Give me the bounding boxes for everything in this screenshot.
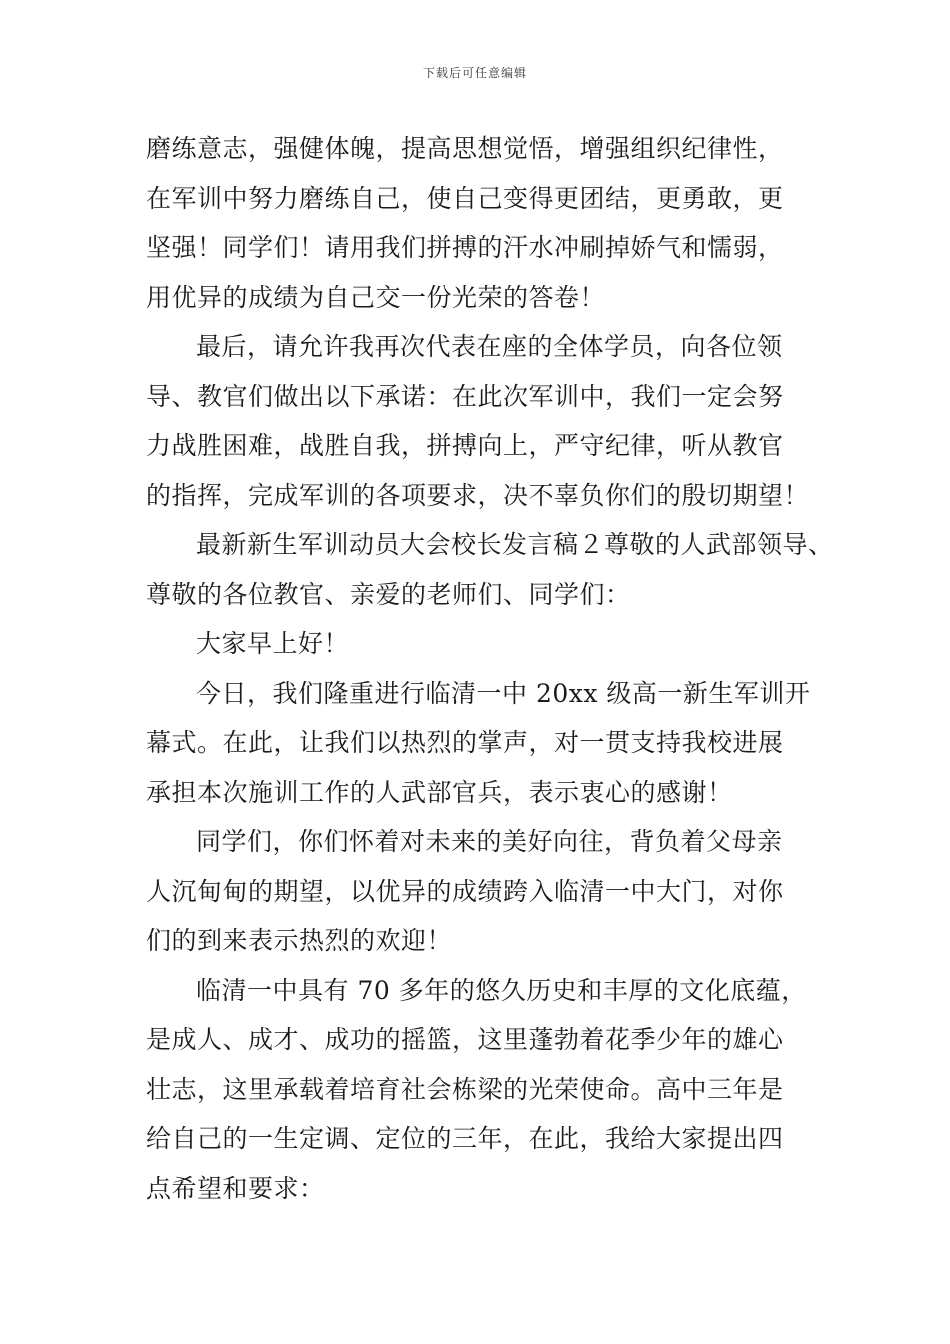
text-line: 用优异的成绩为自己交一份光荣的答卷！ (146, 282, 606, 312)
text-line: 在军训中努力磨练自己，使自己变得更团结，更勇敢，更 (146, 183, 784, 213)
text-line: 是成人、成才、成功的摇篮，这里蓬勃着花季少年的雄心 (146, 1025, 784, 1054)
text-line: 给自己的一生定调、定位的三年，在此，我给大家提出四 (146, 1124, 784, 1153)
text-line: 大家早上好！ (196, 629, 350, 658)
text-line: 坚强！同学们！请用我们拼搏的汗水冲刷掉娇气和懦弱， (146, 233, 784, 262)
text-line: 尊敬的各位教官、亲爱的老师们、同学们： (146, 579, 631, 609)
page-header: 下载后可任意编辑 (422, 66, 527, 80)
text-line: 的指挥，完成军训的各项要求，决不辜负你们的殷切期望！ (146, 480, 810, 510)
text-line: 点希望和要求： (146, 1173, 325, 1203)
text-line: 同学们，你们怀着对未来的美好向往，背负着父母亲 (196, 827, 783, 856)
text-line: 力战胜困难，战胜自我，拼搏向上，严守纪律，听从教官 (146, 431, 784, 460)
text-line: 人沉甸甸的期望，以优异的成绩跨入临清一中大门，对你 (146, 876, 784, 906)
text-line: 今日，我们隆重进行临清一中 20xx 级高一新生军训开 (196, 678, 811, 708)
text-line: 最后，请允许我再次代表在座的全体学员，向各位领 (196, 332, 783, 361)
text-line: 幕式。在此，让我们以热烈的掌声，对一贯支持我校进展 (146, 728, 784, 757)
text-line: 临清一中具有 70 多年的悠久历史和丰厚的文化底蕴， (196, 975, 807, 1005)
text-line: 导、教官们做出以下承诺：在此次军训中，我们一定会努 (146, 381, 784, 411)
text-line: 磨练意志，强健体魄，提高思想觉悟，增强组织纪律性， (146, 134, 784, 163)
text-line: 们的到来表示热烈的欢迎！ (146, 926, 453, 955)
text-line: 最新新生军训动员大会校长发言稿２尊敬的人武部领导、 (196, 530, 834, 559)
document-body (146, 124, 834, 1213)
text-line: 承担本次施训工作的人武部官兵，表示衷心的感谢！ (146, 777, 733, 807)
text-line: 壮志，这里承载着培育社会栋梁的光荣使命。高中三年是 (146, 1074, 784, 1104)
